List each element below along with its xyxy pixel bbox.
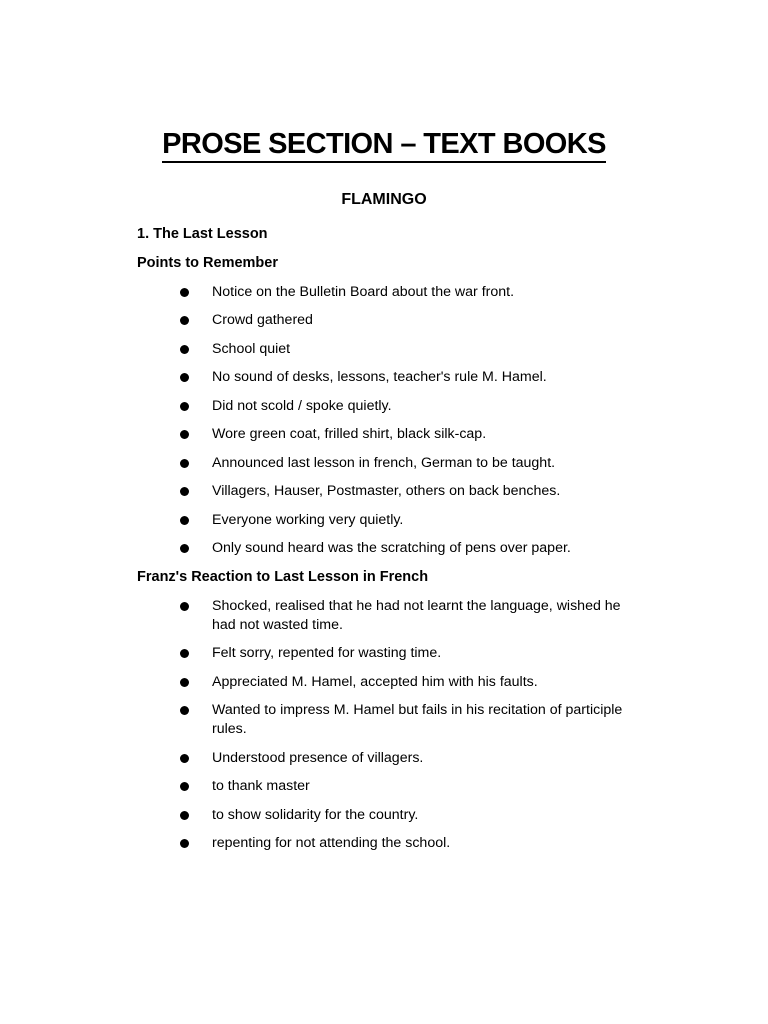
list-item	[212, 397, 642, 416]
list-item	[212, 368, 642, 387]
list-item-text: Wore green coat, frilled shirt, black silk-cap.	[212, 426, 487, 442]
list-item-text: Wanted to impress M. Hamel but fails in his recitation of participle rules.	[212, 702, 623, 737]
list-item-text: No sound of desks, lessons, teacher's rule M. Hamel.	[212, 369, 547, 385]
list-item-text: Notice on the Bulletin Board about the war front.	[212, 284, 515, 300]
list-item-text: Everyone working very quietly.	[212, 512, 404, 528]
bullet-icon	[180, 602, 189, 611]
list-item	[212, 311, 642, 330]
bullet-icon	[180, 345, 189, 354]
bullet-icon	[180, 754, 189, 763]
list-item	[212, 777, 642, 796]
list-item-text: Felt sorry, repented for wasting time.	[212, 645, 442, 661]
bullet-icon	[180, 782, 189, 791]
list-item	[212, 511, 642, 530]
bullet-icon	[180, 430, 189, 439]
list-item	[212, 283, 642, 302]
list-item-text: Announced last lesson in french, German to be taught.	[212, 455, 556, 471]
bullet-icon	[180, 544, 189, 553]
list-item-text: repenting for not attending the school.	[212, 835, 451, 851]
bullet-icon	[180, 316, 189, 325]
page-title-text: PROSE SECTION – TEXT BOOKS	[162, 128, 606, 163]
bullet-icon	[180, 288, 189, 297]
bullet-icon	[180, 402, 189, 411]
list-item	[212, 454, 642, 473]
list-item	[212, 673, 642, 692]
lesson-heading: 1. The Last Lesson	[137, 226, 268, 242]
reaction-heading: Franz's Reaction to Last Lesson in French	[137, 569, 429, 585]
list-item-text: Understood presence of villagers.	[212, 750, 424, 766]
points-heading: Points to Remember	[137, 255, 278, 271]
list-item	[212, 749, 642, 768]
bullet-icon	[180, 373, 189, 382]
list-item	[212, 340, 642, 359]
section-subtitle: FLAMINGO	[341, 191, 427, 208]
list-item-text: Appreciated M. Hamel, accepted him with his faults.	[212, 674, 538, 690]
list-item	[212, 701, 642, 739]
list-item-text: to thank master	[212, 778, 310, 794]
bullet-icon	[180, 459, 189, 468]
list-item-text: School quiet	[212, 341, 291, 357]
list-item-text: Did not scold / spoke quietly.	[212, 398, 392, 414]
bullet-icon	[180, 839, 189, 848]
list-item-text: Crowd gathered	[212, 312, 313, 328]
list-item-text: to show solidarity for the country.	[212, 807, 419, 823]
list-item	[212, 482, 642, 501]
list-item	[212, 806, 642, 825]
list-item	[212, 834, 642, 853]
page-title	[0, 128, 768, 161]
list-item	[212, 539, 642, 558]
bullet-icon	[180, 811, 189, 820]
list-item	[212, 597, 642, 635]
list-item-text: Shocked, realised that he had not learnt the language, wished he had not wasted time.	[212, 598, 621, 633]
list-item-text: Villagers, Hauser, Postmaster, others on back benches.	[212, 483, 561, 499]
list-item	[212, 644, 642, 663]
bullet-icon	[180, 706, 189, 715]
list-item	[212, 425, 642, 444]
bullet-icon	[180, 649, 189, 658]
bullet-icon	[180, 678, 189, 687]
bullet-icon	[180, 516, 189, 525]
list-item-text: Only sound heard was the scratching of pens over paper.	[212, 540, 571, 556]
bullet-icon	[180, 487, 189, 496]
